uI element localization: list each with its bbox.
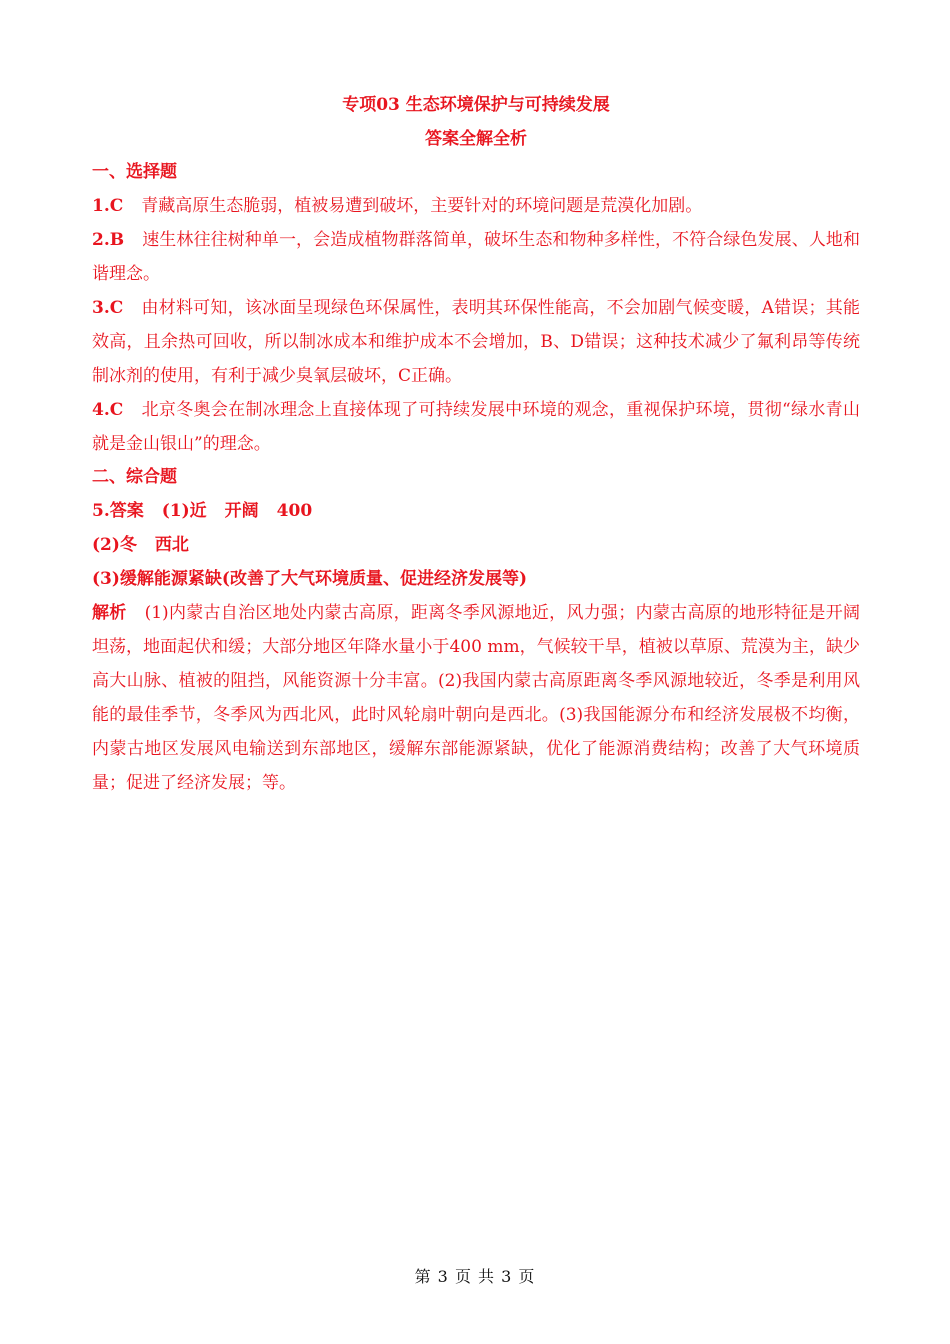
answer-item-2 <box>92 223 860 291</box>
q5-part1b: 开阔 <box>224 501 259 521</box>
q5-part2b: 西北 <box>154 535 189 555</box>
q5-analysis <box>92 596 860 800</box>
document-subtitle: 答案全解全析 <box>425 129 527 149</box>
answer-number: 2.B <box>92 230 125 250</box>
section-heading-comprehensive: 二、综合题 <box>92 467 177 487</box>
answer-explanation: 由材料可知，该冰面呈现绿色环保属性，表明其环保性能高，不会加剧气候变暖，A错误；其能效高，且余热可回收，所以制冰成本和维护成本不会增加，B、D错误；这种技术减少了氟利昂等传统制冰剂的使用，有利于减少臭氧层破坏，C正确。 <box>92 298 860 386</box>
q5-part3: (3)缓解能源紧缺(改善了大气环境质量、促进经济发展等) <box>92 569 528 589</box>
analysis-label: 解析 <box>92 603 127 623</box>
q5-answer-line-1 <box>92 494 860 528</box>
q5-part2: (2)冬 <box>92 535 137 555</box>
q5-part1c: 400 <box>276 501 313 521</box>
answer-explanation: 北京冬奥会在制冰理念上直接体现了可持续发展中环境的观念，重视保护环境，贯彻“绿水青山就是金山银山”的理念。 <box>92 400 860 454</box>
answer-number: 1.C <box>92 196 124 216</box>
analysis-text: (1)内蒙古自治区地处内蒙古高原，距离冬季风源地近，风力强；内蒙古高原的地形特征是开阔坦荡，地面起伏和缓；大部分地区年降水量小于400 mm，气候较干旱，植被以草原、荒漠为主，缺少高大山脉、植被的阻挡，风能资源十分丰富。(2)我国内蒙古高原距离冬季风源地较近，冬季是利用风能的最佳季节，冬季风为西北风，此时风轮扇叶朝向是西北。(3)我国能源分布和经济发展极不均衡，内蒙古地区发展风电输送到东部地区，缓解东部能源紧缺，优化了能源消费结构；改善了大气环境质量；促进了经济发展；等。 <box>92 603 860 793</box>
answer-item-3 <box>92 291 860 393</box>
q5-answer-label: 5.答案 <box>92 501 144 521</box>
answer-explanation: 速生林往往树种单一，会造成植物群落简单，破坏生态和物种多样性，不符合绿色发展、人地和谐理念。 <box>92 230 860 284</box>
page-footer: 第 3 页 共 3 页 <box>414 1267 536 1286</box>
answer-explanation: 青藏高原生态脆弱，植被易遭到破坏，主要针对的环境问题是荒漠化加剧。 <box>141 196 703 216</box>
answer-number: 4.C <box>92 400 124 420</box>
q5-answer-line-2 <box>92 528 860 562</box>
q5-answer-line-3 <box>92 562 860 596</box>
answer-item-1 <box>92 189 860 223</box>
document-title: 专项03 生态环境保护与可持续发展 <box>342 95 610 115</box>
document-body <box>92 88 860 800</box>
answer-number: 3.C <box>92 298 124 318</box>
answer-item-4 <box>92 393 860 461</box>
q5-part1: (1)近 <box>161 501 207 521</box>
section-heading-choice: 一、选择题 <box>92 162 177 182</box>
